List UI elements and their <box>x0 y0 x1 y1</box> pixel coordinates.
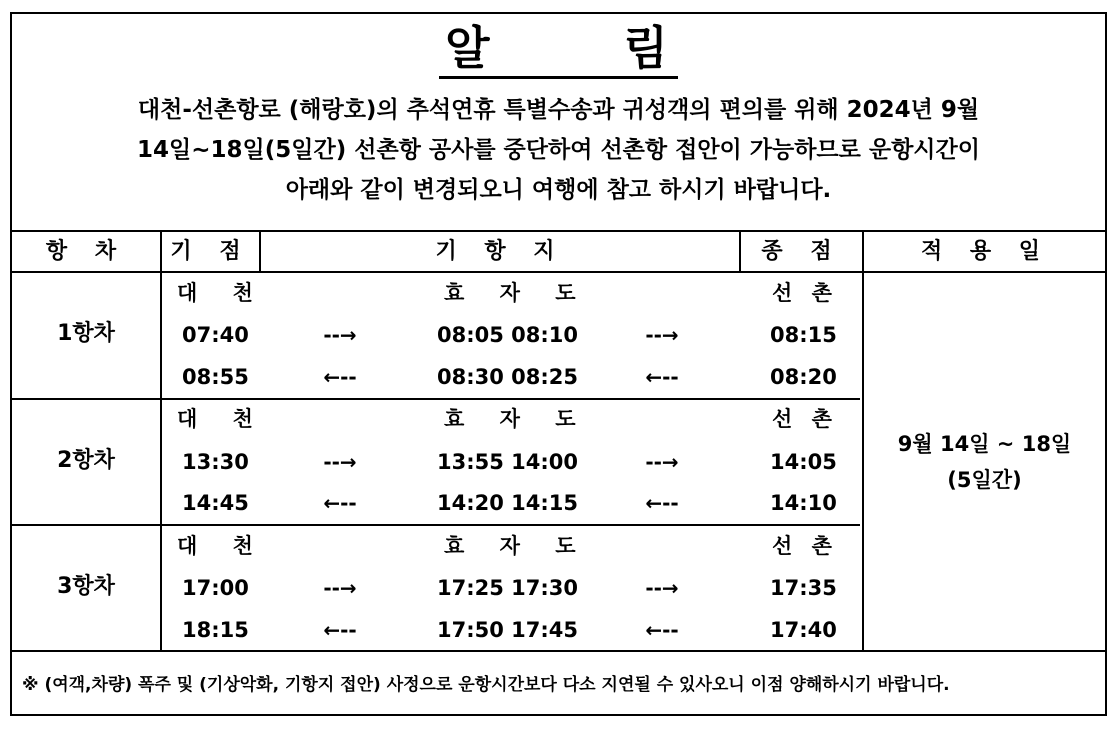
mid-label: 효 자 도 <box>444 281 590 305</box>
notice-line: 14일~18일(5일간) 선촌항 공사를 중단하여 선촌항 접안이 가능하므로 운항시간이 <box>137 137 980 163</box>
trip-name: 2항차 <box>57 448 115 473</box>
arrow-left-icon: ←-- <box>645 365 679 389</box>
time-cell: 13:30 <box>182 450 249 474</box>
header-dest: 종 점 <box>761 239 842 264</box>
time-cell: 18:15 <box>182 618 249 642</box>
page-title <box>439 20 678 79</box>
apply-dates <box>862 426 1107 498</box>
arrow-right-icon: --→ <box>323 450 357 474</box>
time-cell: 08:15 <box>770 323 837 347</box>
time-cell: 17:00 <box>182 576 249 600</box>
title-part2: 림 <box>623 21 672 75</box>
time-cell: 14:10 <box>770 491 837 515</box>
origin-label: 대 천 <box>177 407 267 431</box>
apply-dates-range: 9월 14일 ~ 18일 <box>897 432 1072 456</box>
time-cell: 14:20 14:15 <box>437 491 579 515</box>
trip1-bottom-rule <box>12 398 860 400</box>
footnote: ※ (여객,차량) 폭주 및 (기상악화, 기항지 접안) 사정으로 운항시간보다 다소 지연될 수 있사오니 이점 양해하시기 바랍니다. <box>22 675 950 695</box>
time-cell: 14:45 <box>182 491 249 515</box>
title-wrap <box>12 20 1105 79</box>
arrow-right-icon: --→ <box>323 323 357 347</box>
time-cell: 17:40 <box>770 618 837 642</box>
dest-label: 선 촌 <box>772 407 838 431</box>
arrow-left-icon: ←-- <box>645 618 679 642</box>
time-cell: 14:05 <box>770 450 837 474</box>
table-bottom-rule <box>12 650 1105 652</box>
notice-frame <box>10 12 1107 716</box>
time-cell: 08:05 08:10 <box>437 323 579 347</box>
notice-line: 대천-선촌항로 (해랑호)의 추석연휴 특별수송과 귀성객의 편의를 위해 2024년 9월 <box>137 97 980 123</box>
time-cell: 08:30 08:25 <box>437 365 579 389</box>
time-cell: 17:25 17:30 <box>437 576 579 600</box>
time-cell: 07:40 <box>182 323 249 347</box>
header-port: 기 항 지 <box>435 239 565 264</box>
header-apply: 적 용 일 <box>920 239 1051 264</box>
mid-label: 효 자 도 <box>444 407 590 431</box>
origin-label: 대 천 <box>177 534 267 558</box>
notice-line: 아래와 같이 변경되오니 여행에 참고 하시기 바랍니다. <box>285 177 832 203</box>
apply-dates-duration: (5일간) <box>947 468 1022 492</box>
time-cell: 08:55 <box>182 365 249 389</box>
notice-text <box>26 90 1091 210</box>
mid-label: 효 자 도 <box>444 534 590 558</box>
trip-name: 3항차 <box>57 574 115 599</box>
arrow-left-icon: ←-- <box>323 491 357 515</box>
arrow-right-icon: --→ <box>323 576 357 600</box>
origin-label: 대 천 <box>177 281 267 305</box>
dest-label: 선 촌 <box>772 281 838 305</box>
arrow-right-icon: --→ <box>645 450 679 474</box>
header-origin: 기 점 <box>170 239 251 264</box>
time-cell: 13:55 14:00 <box>437 450 579 474</box>
time-cell: 17:50 17:45 <box>437 618 579 642</box>
arrow-right-icon: --→ <box>645 323 679 347</box>
header-trip: 항 차 <box>45 239 127 264</box>
dest-label: 선 촌 <box>772 534 838 558</box>
title-part1: 알 <box>445 21 494 75</box>
time-cell: 08:20 <box>770 365 837 389</box>
arrow-left-icon: ←-- <box>645 491 679 515</box>
arrow-left-icon: ←-- <box>323 365 357 389</box>
col-divider-trip <box>160 230 162 652</box>
trip2-bottom-rule <box>12 524 860 526</box>
arrow-left-icon: ←-- <box>323 618 357 642</box>
trip-name: 1항차 <box>57 321 115 346</box>
time-cell: 17:35 <box>770 576 837 600</box>
arrow-right-icon: --→ <box>645 576 679 600</box>
